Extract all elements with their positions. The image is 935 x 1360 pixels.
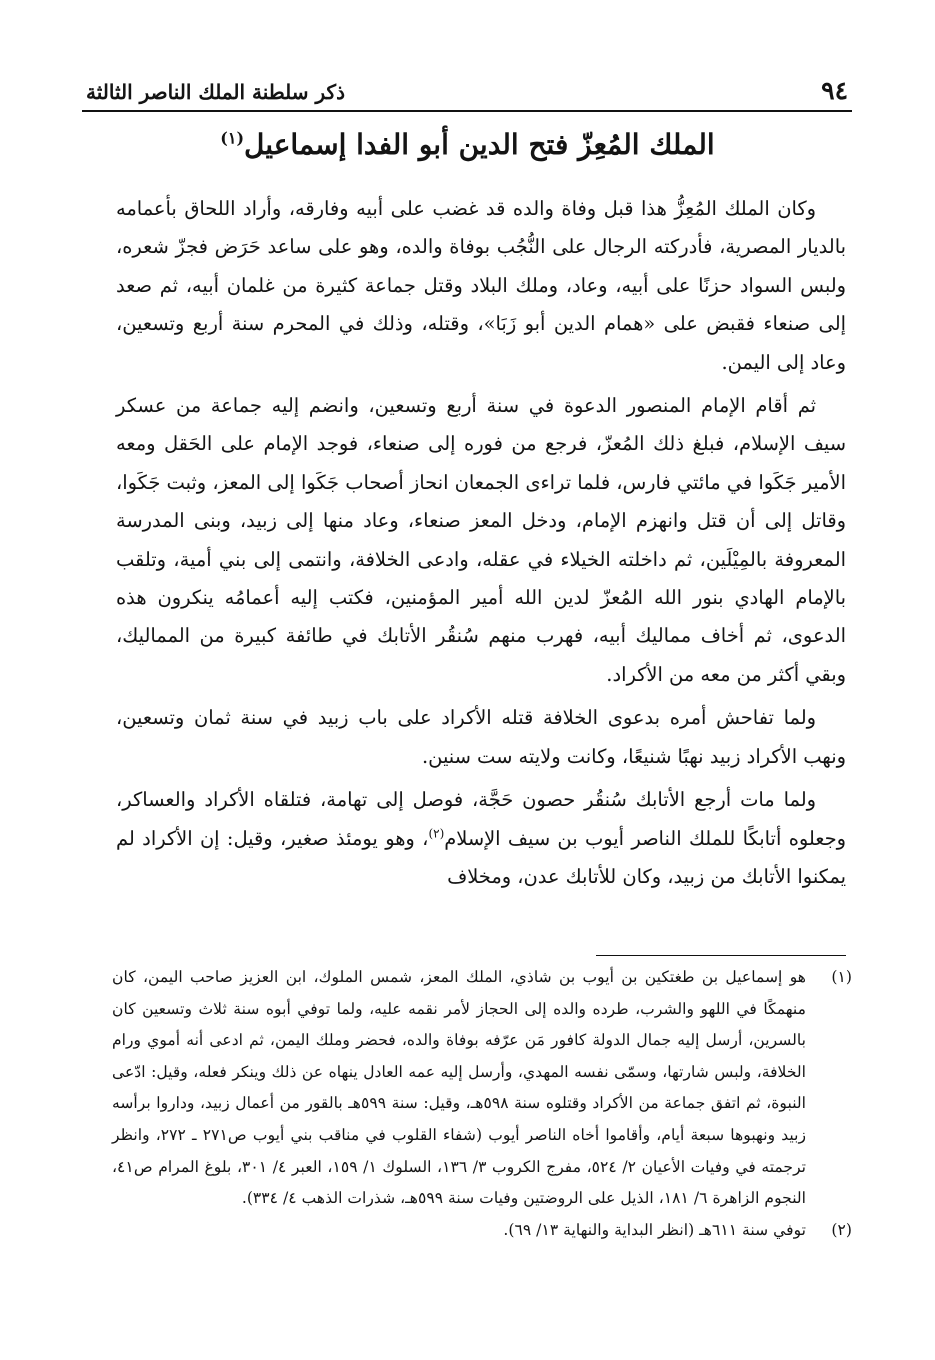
running-header-title: ذكر سلطنة الملك الناصر الثالثة: [86, 80, 345, 104]
section-heading: [0, 128, 935, 161]
paragraph: وكان الملك المُعِزُّ هذا قبل وفاة والده قد غضب على أبيه وفارقه، وأراد اللحاق بأعمامه بالديار المصرية، فأدركته الرجال على النُّجُب بوفاة والده، وهو على ساعد حَرَض فجزّ شعره، ولبس السواد حزنًا على أبيه، وعاد، وملك البلاد وقتل جماعة كثيرة من غلمان أبيه، ثم صعد إلى صنعاء فقبض على «همام الدين أبو زَبَا»، وقتله، وذلك في المحرم سنة أربع وتسعين، وعاد إلى اليمن.: [116, 197, 846, 374]
running-header: [82, 74, 852, 112]
footnotes: [112, 962, 852, 1246]
body-text: [116, 190, 846, 901]
footnote-ref[interactable]: (٢): [428, 826, 445, 841]
paragraph: [116, 781, 846, 896]
page-number: ٩٤: [821, 76, 848, 105]
paragraph: ثم أقام الإمام المنصور الدعوة في سنة أربع وتسعين، وانضم إليه جماعة من عسكر سيف الإسلام، فبلغ ذلك المُعزّ، فرجع من فوره إلى صنعاء، فوجد الإمام على الحَقل ومعه الأمير جَكَوا في مائتي فارس، فلما تراءى الجمعان انحاز أصحاب جَكَوا إلى المعز، وثبت جَكَوا، وقاتل إلى أن قتل وانهزم الإمام، ودخل المعز صنعاء، وعاد منها إلى زبيد، وبنى المدرسة المعروفة بالمِيْلَين، ثم داخلته الخيلاء في عقله، وادعى الخلافة، وانتمى إلى بني أمية، وتلقب بالإمام الهادي بنور الله المُعزّ لدين الله أمير المؤمنين، فكتب إليه أعمامُه ينكرون هذه الدعوى، ثم أخاف مماليك أبيه، فهرب منهم سُنقُر الأتابك في طائفة كبيرة من المماليك، وبقي أكثر من معه من الأكراد.: [116, 394, 846, 686]
paragraph-text: ، وهو يومئذ صغير، وقيل: إن الأكراد لم يمكنوا الأتابك من زبيد، وكان للأتابك عدن، ومخلاف: [116, 826, 846, 888]
section-title: الملك المُعِزّ فتح الدين أبو الفدا إسماعيل: [244, 128, 715, 161]
paragraph-text: ولما مات أرجع الأتابك سُنقُر حصون حَجَّة، فوصل إلى تهامة، فتلقاه الأكراد والعساكر، وجعلوه أتابكًا للملك الناصر أيوب بن سيف الإسلام: [116, 788, 847, 850]
section-footnote-ref[interactable]: (١): [220, 128, 245, 148]
footnote-text: توفي سنة ٦١١هـ (انظر البداية والنهاية ١٣/ ٦٩).: [503, 1220, 806, 1239]
footnote-number: (٢): [831, 1220, 852, 1239]
footnote: [112, 962, 852, 1215]
footnote-separator: [596, 955, 846, 956]
paragraph: ولما تفاحش أمره بدعوى الخلافة قتله الأكراد على باب زبيد في سنة ثمان وتسعين، ونهب الأكراد زبيد نهبًا شنيعًا، وكانت ولايته ست سنين.: [116, 706, 846, 768]
footnote-number: (١): [831, 968, 852, 986]
footnote: [112, 1215, 852, 1247]
footnote-text: هو إسماعيل بن طغتكين بن أيوب بن شاذي، الملك المعز، شمس الملوك، ابن العزيز صاحب اليمن، كان منهمكًا في اللهو والشرب، طرده والده إلى الحجاز لأمر نقمه عليه، ولما توفي أبوه سنة ثلاث وتسعين كان بالسرين، أرسل إليه جمال الدولة كافور مَن عرّفه بوفاة والده، فحضر وملك اليمن، ثم ادعى أنه أموي ورام الخلافة، ولبس شارتها، وسمّى نفسه المهدي، وأرسل إليه عمه العادل ينهاه عن ذلك وينكر فعله، وقيل: ادّعى النبوة، ثم اتفق جماعة من الأكراد وقتلوه سنة ٥٩٨هـ، وقيل: سنة ٥٩٩هـ بالقور من أعمال زبيد، وداروا برأسه زبيد ونهبوها سبعة أيام، وأقاموا أخاه الناصر أيوب (شفاء القلوب في مناقب بني أيوب ص٢٧١ ـ ٢٧٢، وانظر ترجمته في وفيات الأعيان ٢/ ٥٢٤، مفرج الكروب ٣/ ١٣٦، السلوك ١/ ١٥٩، العبر ٤/ ٣٠١، بلوغ المرام ص٤١، النجوم الزاهرة ٦/ ١٨١، الذيل على الروضتين وفيات سنة ٥٩٩هـ، شذرات الذهب ٤/ ٣٣٤).: [112, 968, 807, 1208]
